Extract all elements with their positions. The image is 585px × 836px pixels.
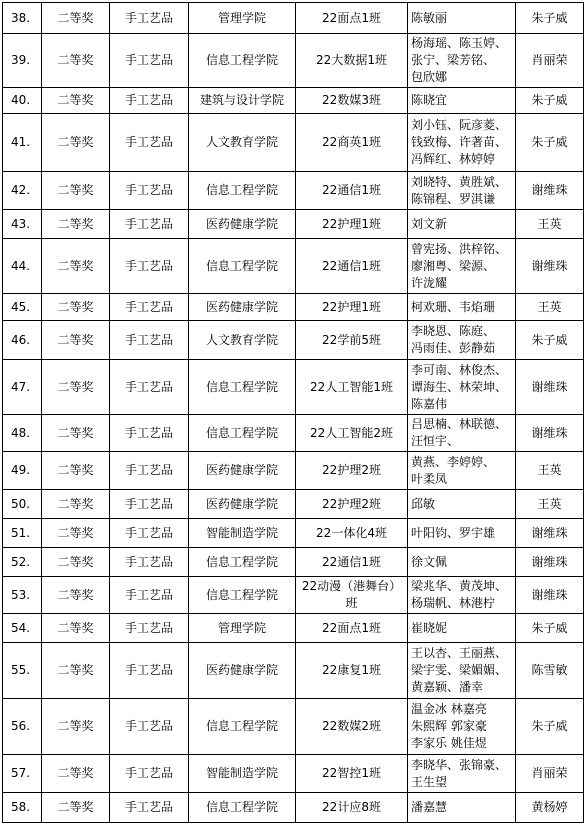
team-members bbox=[408, 452, 516, 490]
prize-level: 二等奖 bbox=[42, 239, 110, 294]
row-number: 47. bbox=[3, 360, 42, 415]
class-name: 22护理1班 bbox=[296, 294, 408, 321]
member-line: 廖湘粤、梁源、 bbox=[411, 258, 496, 273]
college-name: 信息工程学院 bbox=[189, 699, 296, 755]
college-name: 信息工程学院 bbox=[189, 415, 296, 452]
prize-level: 二等奖 bbox=[42, 490, 110, 519]
table-row bbox=[3, 577, 584, 614]
member-line: 包欣娜 bbox=[411, 70, 448, 84]
college-name: 管理学院 bbox=[189, 3, 296, 34]
class-name: 22通信1班 bbox=[296, 172, 408, 210]
prize-level: 二等奖 bbox=[42, 755, 110, 793]
table-row bbox=[3, 614, 584, 643]
prize-level: 二等奖 bbox=[42, 643, 110, 699]
prize-level: 二等奖 bbox=[42, 172, 110, 210]
prize-level: 二等奖 bbox=[42, 34, 110, 88]
college-name: 智能制造学院 bbox=[189, 755, 296, 793]
table-row bbox=[3, 490, 584, 519]
team-members bbox=[408, 793, 516, 823]
team-members bbox=[408, 643, 516, 699]
advisor-name: 王英 bbox=[516, 210, 584, 239]
member-line: 刘小钰、阮彦菱、 bbox=[411, 118, 508, 132]
prize-level: 二等奖 bbox=[42, 519, 110, 548]
college-name: 信息工程学院 bbox=[189, 548, 296, 577]
row-number: 58. bbox=[3, 793, 42, 823]
class-name: 22面点1班 bbox=[296, 614, 408, 643]
advisor-name: 朱子威 bbox=[516, 88, 584, 114]
row-number: 55. bbox=[3, 643, 42, 699]
advisor-name: 陈雪敏 bbox=[516, 643, 584, 699]
table-row bbox=[3, 321, 584, 360]
row-number: 45. bbox=[3, 294, 42, 321]
entry-category: 手工艺品 bbox=[110, 34, 189, 88]
advisor-name: 肖丽荣 bbox=[516, 34, 584, 88]
prize-level: 二等奖 bbox=[42, 360, 110, 415]
member-line: 曾宪扬、洪梓铭、 bbox=[411, 241, 508, 256]
table-row bbox=[3, 793, 584, 823]
table-row bbox=[3, 239, 584, 294]
member-line: 王生望 bbox=[411, 774, 448, 789]
table-row bbox=[3, 755, 584, 793]
entry-category: 手工艺品 bbox=[110, 490, 189, 519]
table-row bbox=[3, 643, 584, 699]
college-name: 信息工程学院 bbox=[189, 34, 296, 88]
entry-category: 手工艺品 bbox=[110, 360, 189, 415]
college-name: 智能制造学院 bbox=[189, 519, 296, 548]
row-number: 52. bbox=[3, 548, 42, 577]
entry-category: 手工艺品 bbox=[110, 321, 189, 360]
row-number: 57. bbox=[3, 755, 42, 793]
table-row bbox=[3, 548, 584, 577]
team-members bbox=[408, 360, 516, 415]
member-line: 冯雨佳、彭静茹 bbox=[411, 341, 496, 355]
table-row bbox=[3, 452, 584, 490]
entry-category: 手工艺品 bbox=[110, 699, 189, 755]
member-line: 杨海瑶、陈玉婷、 bbox=[411, 36, 508, 50]
member-line: 李晓恩、陈庭、 bbox=[411, 324, 496, 338]
entry-category: 手工艺品 bbox=[110, 519, 189, 548]
member-line: 徐文佩 bbox=[411, 554, 448, 569]
row-number: 41. bbox=[3, 114, 42, 172]
team-members bbox=[408, 519, 516, 548]
college-name: 医药健康学院 bbox=[189, 643, 296, 699]
member-line: 李晓华、张锦豪、 bbox=[411, 757, 508, 772]
entry-category: 手工艺品 bbox=[110, 210, 189, 239]
prize-level: 二等奖 bbox=[42, 699, 110, 755]
class-name: 22人工智能1班 bbox=[296, 360, 408, 415]
entry-category: 手工艺品 bbox=[110, 172, 189, 210]
college-name: 人文教育学院 bbox=[189, 114, 296, 172]
member-line: 汪恒宇、 bbox=[411, 434, 460, 448]
class-name: 22学前5班 bbox=[296, 321, 408, 360]
table-row bbox=[3, 294, 584, 321]
advisor-name: 谢维珠 bbox=[516, 519, 584, 548]
team-members bbox=[408, 548, 516, 577]
entry-category: 手工艺品 bbox=[110, 548, 189, 577]
team-members bbox=[408, 321, 516, 360]
class-name: 22护理1班 bbox=[296, 210, 408, 239]
advisor-name: 朱子威 bbox=[516, 3, 584, 34]
team-members bbox=[408, 34, 516, 88]
team-members bbox=[408, 699, 516, 755]
team-members bbox=[408, 415, 516, 452]
college-name: 建筑与设计学院 bbox=[189, 88, 296, 114]
class-name: 22商英1班 bbox=[296, 114, 408, 172]
member-line: 杨瑞帆、林港柠 bbox=[411, 596, 496, 610]
row-number: 38. bbox=[3, 3, 42, 34]
table-row bbox=[3, 88, 584, 114]
member-line: 温金冰 林嘉亮 bbox=[411, 702, 487, 716]
college-name: 信息工程学院 bbox=[189, 577, 296, 614]
team-members bbox=[408, 88, 516, 114]
advisor-name: 谢维珠 bbox=[516, 548, 584, 577]
prize-level: 二等奖 bbox=[42, 415, 110, 452]
member-line: 冯辉红、林婷婷 bbox=[411, 152, 496, 166]
table-row bbox=[3, 114, 584, 172]
member-line: 陈锦程、罗淇谦 bbox=[411, 191, 496, 206]
entry-category: 手工艺品 bbox=[110, 614, 189, 643]
table-row bbox=[3, 699, 584, 755]
advisor-name: 朱子威 bbox=[516, 321, 584, 360]
member-line: 潘嘉慧 bbox=[411, 800, 448, 814]
advisor-name: 朱子威 bbox=[516, 614, 584, 643]
entry-category: 手工艺品 bbox=[110, 793, 189, 823]
college-name: 人文教育学院 bbox=[189, 321, 296, 360]
class-name: 22一体化4班 bbox=[296, 519, 408, 548]
member-line: 陈晓宜 bbox=[411, 93, 448, 107]
row-number: 48. bbox=[3, 415, 42, 452]
entry-category: 手工艺品 bbox=[110, 294, 189, 321]
row-number: 51. bbox=[3, 519, 42, 548]
prize-level: 二等奖 bbox=[42, 614, 110, 643]
prize-level: 二等奖 bbox=[42, 793, 110, 823]
member-line: 黄燕、李婷婷、 bbox=[411, 454, 496, 469]
row-number: 50. bbox=[3, 490, 42, 519]
college-name: 医药健康学院 bbox=[189, 294, 296, 321]
member-line: 崔晓妮 bbox=[411, 620, 448, 635]
member-line: 钱致梅、许著苗、 bbox=[411, 135, 508, 149]
member-line: 李家乐 姚佳煜 bbox=[411, 736, 487, 750]
advisor-name: 谢维珠 bbox=[516, 239, 584, 294]
advisor-name: 王英 bbox=[516, 490, 584, 519]
row-number: 53. bbox=[3, 577, 42, 614]
college-name: 信息工程学院 bbox=[189, 360, 296, 415]
class-name: 22面点1班 bbox=[296, 3, 408, 34]
college-name: 医药健康学院 bbox=[189, 452, 296, 490]
member-line: 陈敏丽 bbox=[411, 10, 448, 25]
member-line: 朱熙辉 郭家豪 bbox=[411, 719, 487, 733]
member-line: 刘文新 bbox=[411, 216, 448, 231]
member-line: 谭海生、林荣坤、 bbox=[411, 379, 508, 394]
table-row bbox=[3, 519, 584, 548]
entry-category: 手工艺品 bbox=[110, 239, 189, 294]
member-line: 梁兆华、黄茂坤、 bbox=[411, 579, 508, 593]
member-line: 柯欢珊、韦焰珊 bbox=[411, 299, 496, 314]
class-name: 22护理2班 bbox=[296, 490, 408, 519]
class-name: 22通信1班 bbox=[296, 548, 408, 577]
class-name: 22通信1班 bbox=[296, 239, 408, 294]
college-name: 医药健康学院 bbox=[189, 490, 296, 519]
entry-category: 手工艺品 bbox=[110, 643, 189, 699]
member-line: 吕思楠、林联德、 bbox=[411, 417, 508, 431]
member-line: 张宁、梁芳铭、 bbox=[411, 53, 496, 67]
table-row bbox=[3, 3, 584, 34]
advisor-name: 肖丽荣 bbox=[516, 755, 584, 793]
row-number: 49. bbox=[3, 452, 42, 490]
team-members bbox=[408, 614, 516, 643]
class-name: 22数媒2班 bbox=[296, 699, 408, 755]
member-line: 许泷耀 bbox=[411, 275, 448, 290]
row-number: 40. bbox=[3, 88, 42, 114]
class-name: 22大数据1班 bbox=[296, 34, 408, 88]
college-name: 信息工程学院 bbox=[189, 239, 296, 294]
table-row bbox=[3, 172, 584, 210]
entry-category: 手工艺品 bbox=[110, 755, 189, 793]
team-members bbox=[408, 490, 516, 519]
advisor-name: 朱子威 bbox=[516, 699, 584, 755]
advisor-name: 谢维珠 bbox=[516, 360, 584, 415]
member-line: 叶阳钧、罗宇雄 bbox=[411, 525, 496, 540]
team-members bbox=[408, 577, 516, 614]
class-name: 22数媒3班 bbox=[296, 88, 408, 114]
table-body bbox=[3, 3, 584, 823]
member-line: 李可南、林俊杰、 bbox=[411, 362, 508, 377]
prize-level: 二等奖 bbox=[42, 294, 110, 321]
award-table bbox=[2, 2, 584, 823]
college-name: 信息工程学院 bbox=[189, 172, 296, 210]
class-name: 22康复1班 bbox=[296, 643, 408, 699]
prize-level: 二等奖 bbox=[42, 114, 110, 172]
prize-level: 二等奖 bbox=[42, 3, 110, 34]
team-members bbox=[408, 172, 516, 210]
row-number: 43. bbox=[3, 210, 42, 239]
table-row bbox=[3, 34, 584, 88]
class-name: 22人工智能2班 bbox=[296, 415, 408, 452]
college-name: 医药健康学院 bbox=[189, 210, 296, 239]
row-number: 44. bbox=[3, 239, 42, 294]
class-name: 22动漫（港舞台）班 bbox=[296, 577, 408, 614]
table-row bbox=[3, 210, 584, 239]
member-line: 黄嘉颖、潘幸 bbox=[411, 680, 484, 694]
entry-category: 手工艺品 bbox=[110, 452, 189, 490]
member-line: 邱敏 bbox=[411, 496, 436, 511]
team-members bbox=[408, 294, 516, 321]
team-members bbox=[408, 210, 516, 239]
member-line: 王以杏、王丽燕、 bbox=[411, 646, 508, 660]
row-number: 42. bbox=[3, 172, 42, 210]
row-number: 54. bbox=[3, 614, 42, 643]
team-members bbox=[408, 114, 516, 172]
class-name: 22护理2班 bbox=[296, 452, 408, 490]
table-row bbox=[3, 360, 584, 415]
prize-level: 二等奖 bbox=[42, 210, 110, 239]
row-number: 56. bbox=[3, 699, 42, 755]
class-name: 22智控1班 bbox=[296, 755, 408, 793]
entry-category: 手工艺品 bbox=[110, 114, 189, 172]
team-members bbox=[408, 3, 516, 34]
entry-category: 手工艺品 bbox=[110, 577, 189, 614]
team-members bbox=[408, 755, 516, 793]
class-name: 22计应8班 bbox=[296, 793, 408, 823]
prize-level: 二等奖 bbox=[42, 321, 110, 360]
row-number: 46. bbox=[3, 321, 42, 360]
advisor-name: 谢维珠 bbox=[516, 172, 584, 210]
member-line: 刘晓特、黄胜斌、 bbox=[411, 174, 508, 189]
entry-category: 手工艺品 bbox=[110, 88, 189, 114]
advisor-name: 王英 bbox=[516, 294, 584, 321]
advisor-name: 王英 bbox=[516, 452, 584, 490]
prize-level: 二等奖 bbox=[42, 88, 110, 114]
college-name: 信息工程学院 bbox=[189, 793, 296, 823]
member-line: 陈嘉伟 bbox=[411, 396, 448, 411]
row-number: 39. bbox=[3, 34, 42, 88]
college-name: 管理学院 bbox=[189, 614, 296, 643]
entry-category: 手工艺品 bbox=[110, 415, 189, 452]
prize-level: 二等奖 bbox=[42, 548, 110, 577]
member-line: 叶柔凤 bbox=[411, 471, 448, 486]
prize-level: 二等奖 bbox=[42, 452, 110, 490]
table-row bbox=[3, 415, 584, 452]
prize-level: 二等奖 bbox=[42, 577, 110, 614]
advisor-name: 谢维珠 bbox=[516, 415, 584, 452]
team-members bbox=[408, 239, 516, 294]
entry-category: 手工艺品 bbox=[110, 3, 189, 34]
advisor-name: 朱子威 bbox=[516, 114, 584, 172]
member-line: 梁宇雯、梁媚媚、 bbox=[411, 663, 508, 677]
advisor-name: 黄杨婷 bbox=[516, 793, 584, 823]
advisor-name: 谢维珠 bbox=[516, 577, 584, 614]
